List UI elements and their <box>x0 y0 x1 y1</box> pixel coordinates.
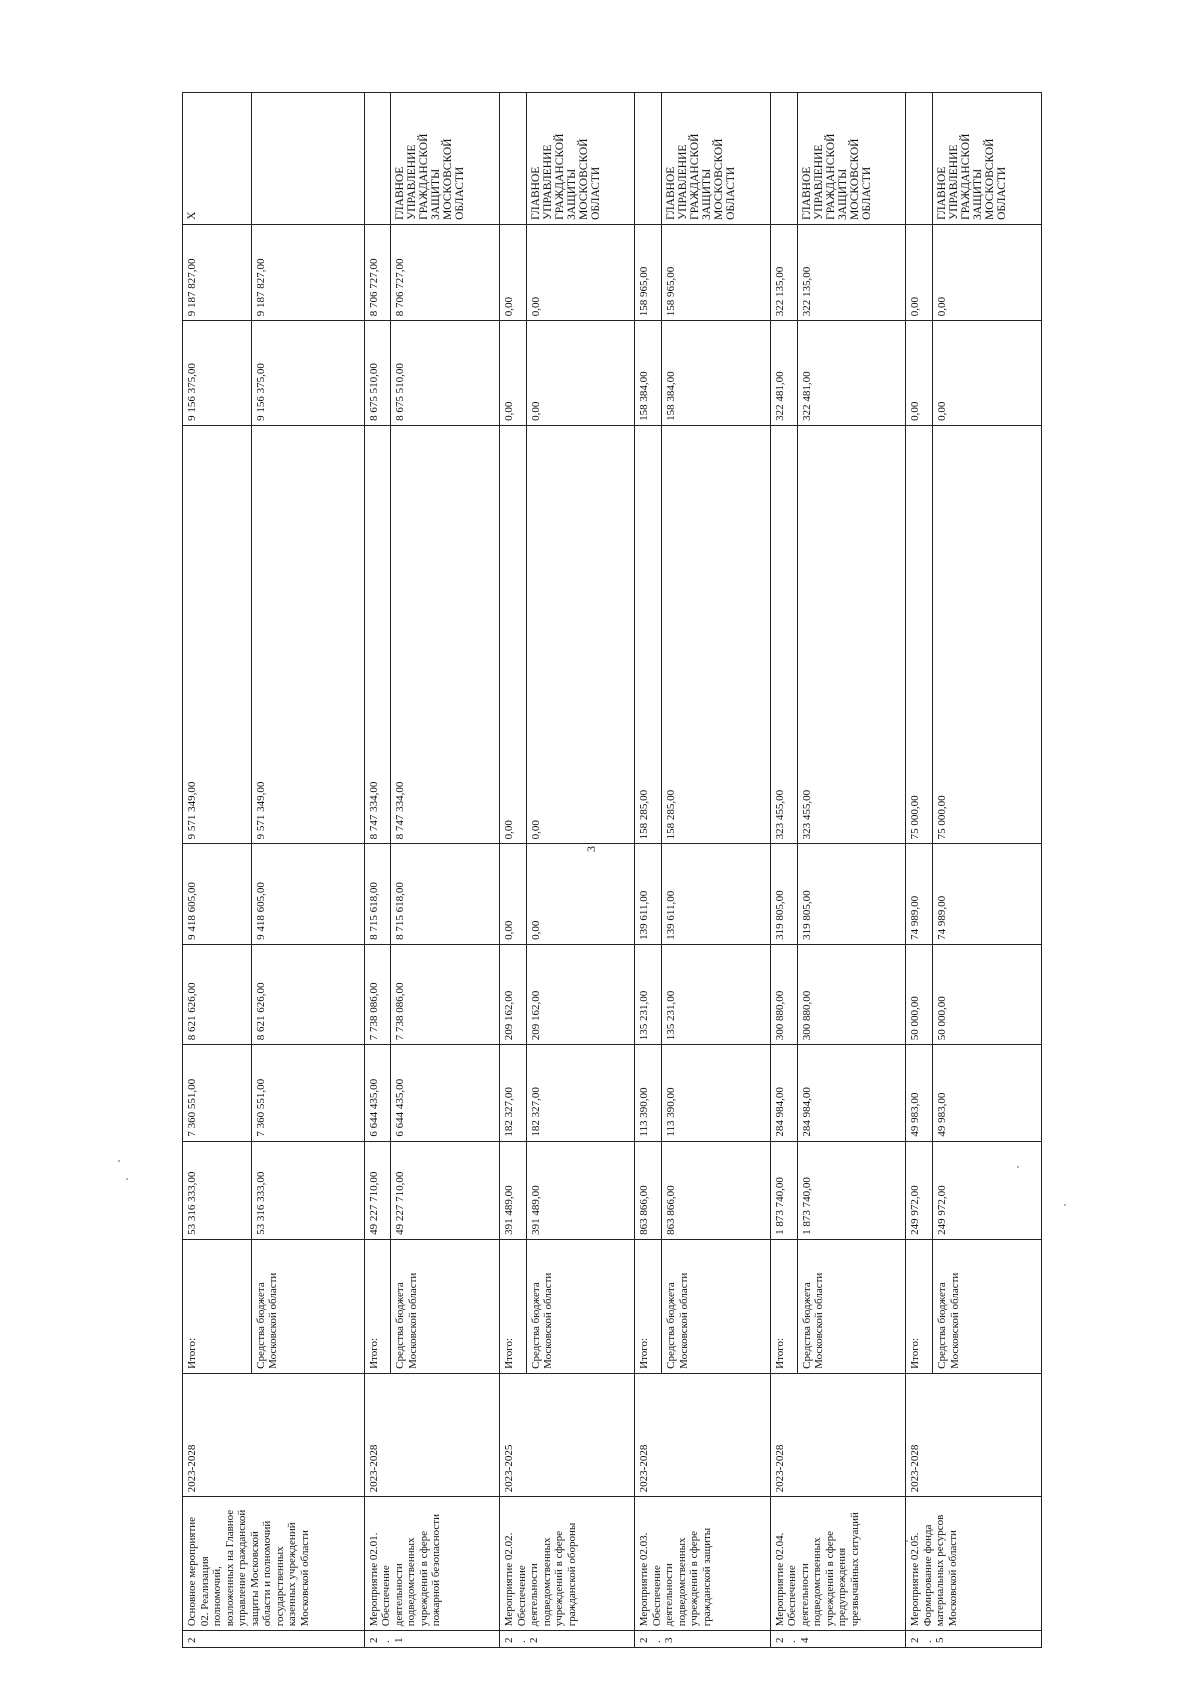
source-y2023-cell: 7 360 551,00 <box>251 1045 364 1141</box>
source-total-cell: 53 316 333,00 <box>251 1141 364 1239</box>
source-y2027-cell: 0,00 <box>933 321 1042 426</box>
source-total-cell: 863 866,00 <box>662 1141 771 1239</box>
itogo-y2026-cell: 9 571 349,00 <box>183 425 252 844</box>
source-y2028-cell: 0,00 <box>526 224 635 320</box>
itogo-total-cell: 249 972,00 <box>906 1141 933 1239</box>
period-cell: 2023-2025 <box>500 1373 635 1496</box>
itogo-resp-cell: X <box>183 93 252 225</box>
source-y2025-cell: 139 611,00 <box>662 844 771 944</box>
period-cell: 2023-2028 <box>906 1373 1042 1496</box>
itogo-y2028-cell: 322 135,00 <box>770 224 797 320</box>
itogo-y2028-cell: 0,00 <box>906 224 933 320</box>
itogo-y2023-cell: 49 983,00 <box>906 1045 933 1141</box>
source-label-cell: Средства бюджета Московской области <box>526 1239 635 1373</box>
source-total-cell: 249 972,00 <box>933 1141 1042 1239</box>
itogo-y2027-cell: 9 156 375,00 <box>183 321 252 426</box>
scan-speck <box>118 1160 120 1162</box>
row-number-cell: 2.4 <box>770 1631 905 1648</box>
itogo-resp-cell <box>906 93 933 225</box>
itogo-y2024-cell: 50 000,00 <box>906 944 933 1044</box>
measure-name-cell: Мероприятие 02.04. Обеспечение деятельности подведомственных учреждений в сфере предупреждения чрезвычайных ситуаций <box>770 1497 905 1631</box>
source-y2027-cell: 0,00 <box>526 321 635 426</box>
itogo-label-cell: Итого: <box>183 1239 252 1373</box>
row-number-cell: 2 <box>183 1631 365 1648</box>
source-total-cell: 391 489,00 <box>526 1141 635 1239</box>
scan-speck <box>906 1540 908 1542</box>
table-row <box>770 93 797 1648</box>
itogo-y2024-cell: 8 621 626,00 <box>183 944 252 1044</box>
source-y2025-cell: 319 805,00 <box>797 844 906 944</box>
itogo-label-cell: Итого: <box>906 1239 933 1373</box>
source-resp-cell: ГЛАВНОЕ УПРАВЛЕНИЕ ГРАЖДАНСКОЙ ЗАЩИТЫ МОСКОВСКОЙ ОБЛАСТИ <box>797 93 906 225</box>
row-number-cell: 2.3 <box>635 1631 770 1648</box>
source-y2026-cell: 0,00 <box>526 425 635 844</box>
table-row <box>635 93 662 1648</box>
source-label-cell: Средства бюджета Московской области <box>933 1239 1042 1373</box>
source-label-cell: Средства бюджета Московской области <box>391 1239 500 1373</box>
row-number-cell: 2.1 <box>364 1631 499 1648</box>
source-resp-cell <box>251 93 364 225</box>
source-resp-cell: ГЛАВНОЕ УПРАВЛЕНИЕ ГРАЖДАНСКОЙ ЗАЩИТЫ МОСКОВСКОЙ ОБЛАСТИ <box>526 93 635 225</box>
source-y2024-cell: 300 880,00 <box>797 944 906 1044</box>
itogo-total-cell: 49 227 710,00 <box>364 1141 391 1239</box>
source-y2025-cell: 0,00 <box>526 844 635 944</box>
budget-table <box>182 92 1042 1648</box>
itogo-resp-cell <box>635 93 662 225</box>
itogo-y2026-cell: 75 000,00 <box>906 425 933 844</box>
table-row <box>364 93 391 1648</box>
source-y2024-cell: 7 738 086,00 <box>391 944 500 1044</box>
itogo-y2025-cell: 139 611,00 <box>635 844 662 944</box>
itogo-resp-cell <box>770 93 797 225</box>
source-y2023-cell: 49 983,00 <box>933 1045 1042 1141</box>
itogo-y2026-cell: 323 455,00 <box>770 425 797 844</box>
source-label-cell: Средства бюджета Московской области <box>251 1239 364 1373</box>
period-cell: 2023-2028 <box>364 1373 499 1496</box>
itogo-y2027-cell: 8 675 510,00 <box>364 321 391 426</box>
itogo-y2025-cell: 319 805,00 <box>770 844 797 944</box>
itogo-y2025-cell: 74 989,00 <box>906 844 933 944</box>
period-cell: 2023-2028 <box>183 1373 365 1496</box>
itogo-y2027-cell: 158 384,00 <box>635 321 662 426</box>
source-y2028-cell: 9 187 827,00 <box>251 224 364 320</box>
row-number-cell: 2.2 <box>500 1631 635 1648</box>
itogo-y2028-cell: 0,00 <box>500 224 527 320</box>
source-y2027-cell: 9 156 375,00 <box>251 321 364 426</box>
period-cell: 2023-2028 <box>770 1373 905 1496</box>
table-row <box>183 93 252 1648</box>
itogo-y2023-cell: 113 390,00 <box>635 1045 662 1141</box>
source-y2027-cell: 322 481,00 <box>797 321 906 426</box>
source-y2026-cell: 8 747 334,00 <box>391 425 500 844</box>
source-y2024-cell: 8 621 626,00 <box>251 944 364 1044</box>
source-y2025-cell: 8 715 618,00 <box>391 844 500 944</box>
itogo-y2024-cell: 300 880,00 <box>770 944 797 1044</box>
itogo-y2026-cell: 0,00 <box>500 425 527 844</box>
measure-name-cell: Мероприятие 02.02. Обеспечение деятельности подведомственных учреждений в сфере гражданской обороны <box>500 1497 635 1631</box>
itogo-y2028-cell: 9 187 827,00 <box>183 224 252 320</box>
source-y2026-cell: 323 455,00 <box>797 425 906 844</box>
table-body <box>183 93 1042 1648</box>
source-y2023-cell: 182 327,00 <box>526 1045 635 1141</box>
source-y2026-cell: 75 000,00 <box>933 425 1042 844</box>
source-y2028-cell: 322 135,00 <box>797 224 906 320</box>
source-resp-cell: ГЛАВНОЕ УПРАВЛЕНИЕ ГРАЖДАНСКОЙ ЗАЩИТЫ МОСКОВСКОЙ ОБЛАСТИ <box>391 93 500 225</box>
scan-speck <box>1017 1166 1019 1168</box>
itogo-label-cell: Итого: <box>364 1239 391 1373</box>
source-y2028-cell: 8 706 727,00 <box>391 224 500 320</box>
source-label-cell: Средства бюджета Московской области <box>662 1239 771 1373</box>
source-y2024-cell: 50 000,00 <box>933 944 1042 1044</box>
itogo-label-cell: Итого: <box>770 1239 797 1373</box>
page-number: 3 <box>584 846 598 852</box>
scan-speck <box>126 1178 128 1180</box>
itogo-y2023-cell: 7 360 551,00 <box>183 1045 252 1141</box>
itogo-y2023-cell: 284 984,00 <box>770 1045 797 1141</box>
itogo-y2028-cell: 8 706 727,00 <box>364 224 391 320</box>
itogo-y2027-cell: 0,00 <box>906 321 933 426</box>
itogo-y2025-cell: 0,00 <box>500 844 527 944</box>
source-y2024-cell: 135 231,00 <box>662 944 771 1044</box>
itogo-y2024-cell: 209 162,00 <box>500 944 527 1044</box>
itogo-y2027-cell: 322 481,00 <box>770 321 797 426</box>
source-y2025-cell: 9 418 605,00 <box>251 844 364 944</box>
itogo-y2023-cell: 182 327,00 <box>500 1045 527 1141</box>
itogo-total-cell: 1 873 740,00 <box>770 1141 797 1239</box>
source-y2023-cell: 6 644 435,00 <box>391 1045 500 1141</box>
source-y2026-cell: 158 285,00 <box>662 425 771 844</box>
itogo-y2028-cell: 158 965,00 <box>635 224 662 320</box>
itogo-y2024-cell: 135 231,00 <box>635 944 662 1044</box>
source-label-cell: Средства бюджета Московской области <box>797 1239 906 1373</box>
source-y2027-cell: 158 384,00 <box>662 321 771 426</box>
source-y2028-cell: 158 965,00 <box>662 224 771 320</box>
source-total-cell: 1 873 740,00 <box>797 1141 906 1239</box>
itogo-y2025-cell: 8 715 618,00 <box>364 844 391 944</box>
itogo-y2026-cell: 8 747 334,00 <box>364 425 391 844</box>
source-y2027-cell: 8 675 510,00 <box>391 321 500 426</box>
itogo-total-cell: 53 316 333,00 <box>183 1141 252 1239</box>
source-y2026-cell: 9 571 349,00 <box>251 425 364 844</box>
source-y2024-cell: 209 162,00 <box>526 944 635 1044</box>
row-number-cell: 2.5 <box>906 1631 1042 1648</box>
itogo-total-cell: 863 866,00 <box>635 1141 662 1239</box>
itogo-label-cell: Итого: <box>500 1239 527 1373</box>
source-y2025-cell: 74 989,00 <box>933 844 1042 944</box>
measure-name-cell: Мероприятие 02.01. Обеспечение деятельности подведомственных учреждений в сфере пожарной безопасности <box>364 1497 499 1631</box>
itogo-resp-cell <box>364 93 391 225</box>
source-resp-cell: ГЛАВНОЕ УПРАВЛЕНИЕ ГРАЖДАНСКОЙ ЗАЩИТЫ МОСКОВСКОЙ ОБЛАСТИ <box>933 93 1042 225</box>
table-row <box>500 93 527 1648</box>
itogo-y2025-cell: 9 418 605,00 <box>183 844 252 944</box>
source-resp-cell: ГЛАВНОЕ УПРАВЛЕНИЕ ГРАЖДАНСКОЙ ЗАЩИТЫ МОСКОВСКОЙ ОБЛАСТИ <box>662 93 771 225</box>
itogo-resp-cell <box>500 93 527 225</box>
source-y2023-cell: 113 390,00 <box>662 1045 771 1141</box>
measure-name-cell: Основное мероприятие 02. Реализация полномочий, возложенных на Главное управление гражданской защиты Московской области и полномочий государственных казенных учреждений Московской области <box>183 1497 365 1631</box>
source-y2023-cell: 284 984,00 <box>797 1045 906 1141</box>
period-cell: 2023-2028 <box>635 1373 770 1496</box>
itogo-total-cell: 391 489,00 <box>500 1141 527 1239</box>
rotated-table-frame <box>182 92 1042 1648</box>
itogo-y2024-cell: 7 738 086,00 <box>364 944 391 1044</box>
source-y2028-cell: 0,00 <box>933 224 1042 320</box>
itogo-y2027-cell: 0,00 <box>500 321 527 426</box>
scan-speck <box>1064 1204 1066 1206</box>
itogo-y2026-cell: 158 285,00 <box>635 425 662 844</box>
table-row <box>906 93 933 1648</box>
itogo-label-cell: Итого: <box>635 1239 662 1373</box>
itogo-y2023-cell: 6 644 435,00 <box>364 1045 391 1141</box>
measure-name-cell: Мероприятие 02.03. Обеспечение деятельности подведомственных учреждений в сфере гражданской защиты <box>635 1497 770 1631</box>
measure-name-cell: Мероприятие 02.05. Формирование фонда материальных ресурсов Московской области <box>906 1497 1042 1631</box>
source-total-cell: 49 227 710,00 <box>391 1141 500 1239</box>
